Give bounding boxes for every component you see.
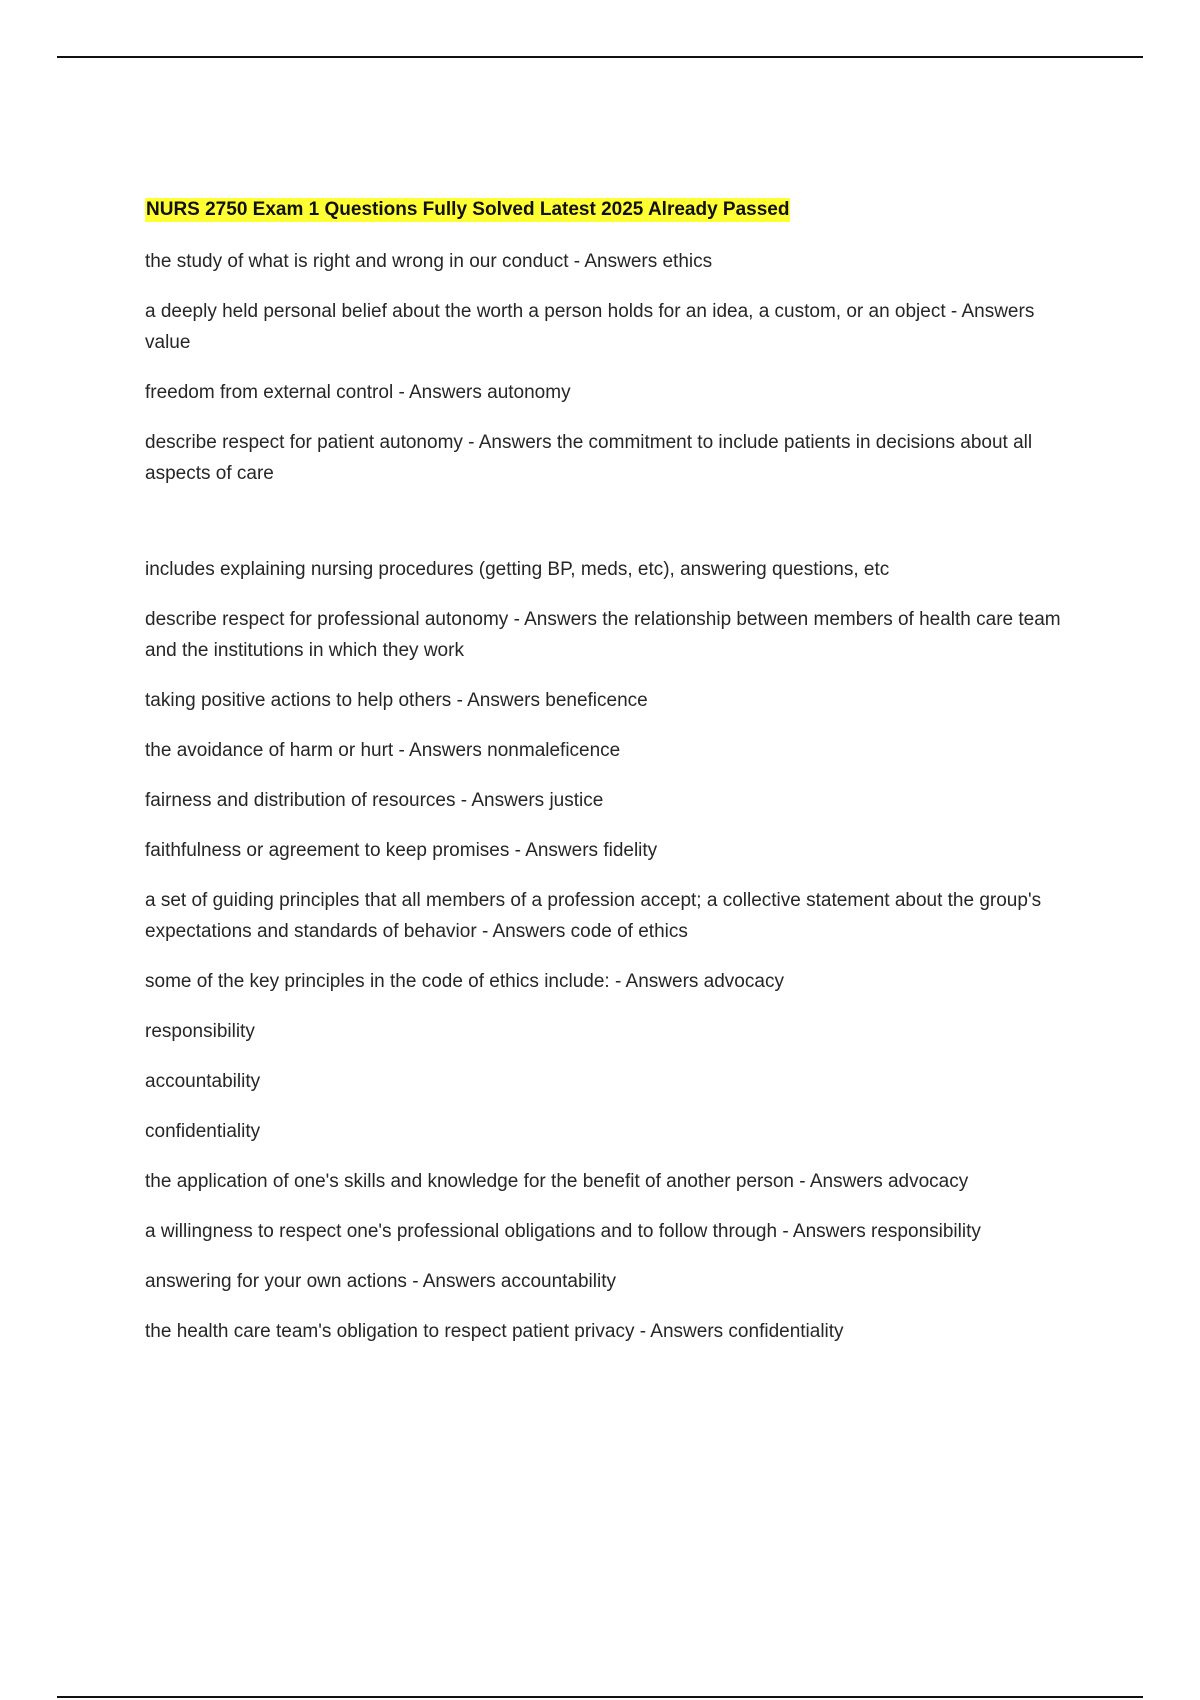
entry-advocacy: the application of one's skills and knowledge for the benefit of another person - Answers advocacy bbox=[145, 1171, 969, 1192]
entry-nursing-procedures: includes explaining nursing procedures (getting BP, meds, etc), answering questions, etc bbox=[145, 559, 890, 580]
entry-ethics: the study of what is right and wrong in our conduct - Answers ethics bbox=[145, 251, 713, 272]
entry-patient-autonomy: describe respect for patient autonomy - Answers the commitment to include patients in decisions about all aspects of care bbox=[145, 432, 1033, 484]
entry-beneficence: taking positive actions to help others - Answers beneficence bbox=[145, 690, 648, 711]
entry-professional-autonomy: describe respect for professional autonomy - Answers the relationship between members of health care team and the institutions in which they work bbox=[145, 609, 1061, 661]
entry-list-part-1 bbox=[145, 246, 1085, 489]
blank-gap bbox=[145, 508, 1085, 554]
entry-accountability: answering for your own actions - Answers accountability bbox=[145, 1271, 617, 1292]
entry-autonomy: freedom from external control - Answers autonomy bbox=[145, 382, 571, 403]
entry-nonmaleficence: the avoidance of harm or hurt - Answers nonmaleficence bbox=[145, 740, 621, 761]
entry-responsibility-term: responsibility bbox=[145, 1021, 255, 1042]
entry-fidelity: faithfulness or agreement to keep promises - Answers fidelity bbox=[145, 840, 658, 861]
document-title: NURS 2750 Exam 1 Questions Fully Solved Latest 2025 Already Passed bbox=[146, 199, 790, 220]
entry-confidentiality-term: confidentiality bbox=[145, 1121, 261, 1142]
top-page-rule bbox=[57, 56, 1143, 58]
entry-justice: fairness and distribution of resources - Answers justice bbox=[145, 790, 604, 811]
entry-value: a deeply held personal belief about the worth a person holds for an idea, a custom, or an object - Answers value bbox=[145, 301, 1035, 353]
entry-confidentiality: the health care team's obligation to respect patient privacy - Answers confidentiality bbox=[145, 1321, 844, 1342]
entry-key-principles: some of the key principles in the code of ethics include: - Answers advocacy bbox=[145, 971, 784, 992]
entry-responsibility: a willingness to respect one's professional obligations and to follow through - Answers responsibility bbox=[145, 1221, 981, 1242]
entry-code-of-ethics: a set of guiding principles that all members of a profession accept; a collective statement about the group's expectations and standards of behavior - Answers code of ethics bbox=[145, 890, 1042, 942]
document-body bbox=[145, 198, 1085, 1366]
entry-accountability-term: accountability bbox=[145, 1071, 261, 1092]
entry-list-part-2 bbox=[145, 554, 1085, 1347]
bottom-page-rule bbox=[57, 1696, 1143, 1698]
